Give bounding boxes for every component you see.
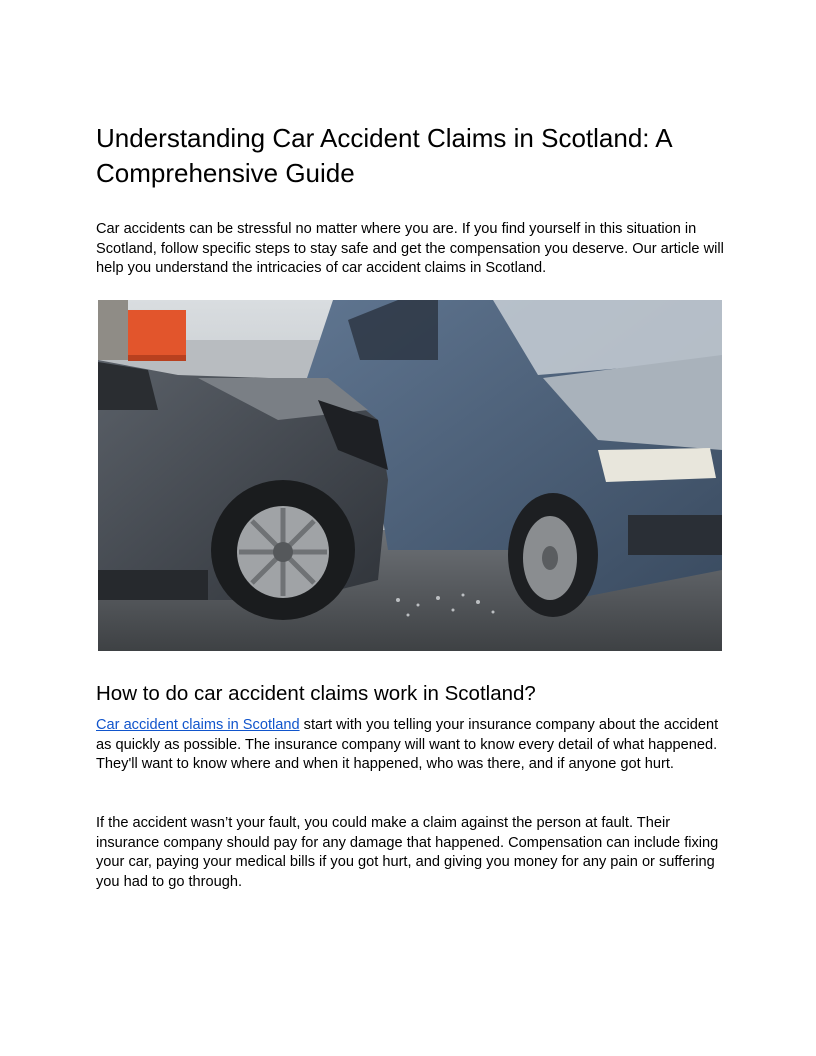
page-title: Understanding Car Accident Claims in Scotland: A Comprehensive Guide [96,123,672,188]
section-heading: How to do car accident claims work in Scotland? [96,682,536,705]
paragraph-1-text: start with you telling your insurance company about the accident as quickly as possible. The insurance company will want to know every detail of what happened. They'll want to know where and when it happened, who was there, and if anyone got hurt. [96,717,719,772]
section-paragraph-2: If the accident wasn’t your fault, you could make a claim against the person at fault. Their insurance company should pay for any damage that happened. Compensation can include fixing your car, paying your medical bills if you got hurt, and giving you money for any pain or suffering you had to go through. [96,815,719,890]
car-crash-image [98,300,722,651]
intro-paragraph: Car accidents can be stressful no matter where you are. If you find yourself in this situation in Scotland, follow specific steps to stay safe and get the compensation you deserve. Our article will help you understand the intricacies of car accident claims in Scotland. [96,221,724,276]
section-paragraph-1 [96,716,726,775]
claims-link[interactable]: Car accident claims in Scotland [96,717,300,733]
